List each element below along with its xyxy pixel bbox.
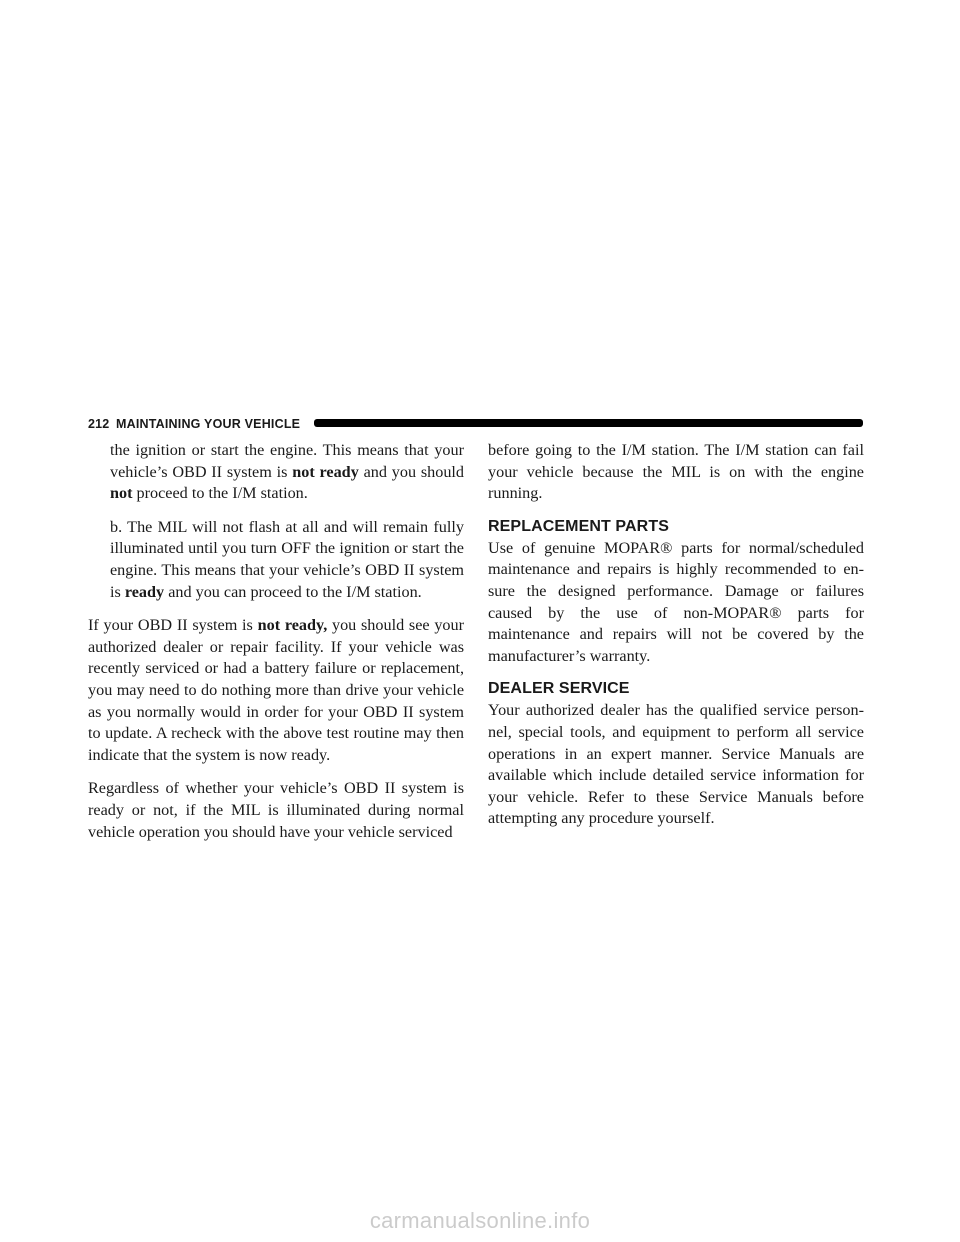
bold-text: ready xyxy=(124,582,165,601)
right-column xyxy=(488,440,864,842)
text: b. The MIL will not flash at all and will remain fully illuminated until you turn OFF the ignition or start the engine. This means that your vehicle’s OBD II system is xyxy=(110,517,464,601)
header-rule xyxy=(314,419,863,427)
paragraph-obd-not-ready xyxy=(88,615,464,766)
bold-text: not ready, xyxy=(257,616,328,635)
bold-text: not ready xyxy=(292,462,359,481)
text: and you should xyxy=(358,462,465,481)
text: proceed to the I/M station. xyxy=(132,484,308,503)
paragraph-dealer-service: Your authorized dealer has the qualified service person- nel, special tools, and equipment to perform all service operations in an expert manner. Service Manuals are available which include detailed service information for your vehicle. Refer to these Service Manuals before attempting any procedure yourself. xyxy=(488,701,864,828)
page-header xyxy=(88,416,863,432)
watermark-url: carmanualsonline.info xyxy=(369,1208,591,1233)
text: the ignition or start the engine. This means that your vehicle’s OBD II system is xyxy=(110,441,464,481)
paragraph-not-ready xyxy=(110,440,464,505)
paragraph-im-station: before going to the I/M station. The I/M station can fail your vehicle because the MIL is on with the engine running. xyxy=(488,441,864,503)
text: and you can proceed to the I/M station. xyxy=(164,582,422,601)
page-number: 212 xyxy=(88,417,110,431)
paragraph-ready xyxy=(110,517,464,603)
text: you should see your authorized dealer or repair facility. If your vehicle was recently serviced or had a battery failure or replacement, you may need to do nothing more than drive your vehicle as you normally would in order for your OBD II system to update. A recheck with the above test routine may then indicate that the system is now ready. xyxy=(88,616,464,764)
heading-replacement-parts: REPLACEMENT PARTS xyxy=(488,517,669,535)
paragraph-replacement-parts: Use of genuine MOPAR® parts for normal/scheduled maintenance and repairs is highly recommended to en- sure the designed performance. Damage or failures caused by the use of non-MOPAR® parts for maintenance and repairs will not be covered by the manufacturer’s warranty. xyxy=(488,538,864,665)
text: If your OBD II system is xyxy=(88,616,258,635)
heading-dealer-service: DEALER SERVICE xyxy=(488,680,630,698)
paragraph-regardless: Regardless of whether your vehicle’s OBD II system is ready or not, if the MIL is illuminated during normal vehicle operation you should have your vehicle serviced xyxy=(88,779,464,841)
bold-text: not xyxy=(110,484,133,503)
section-title: MAINTAINING YOUR VEHICLE xyxy=(116,417,301,431)
left-column xyxy=(88,440,464,855)
